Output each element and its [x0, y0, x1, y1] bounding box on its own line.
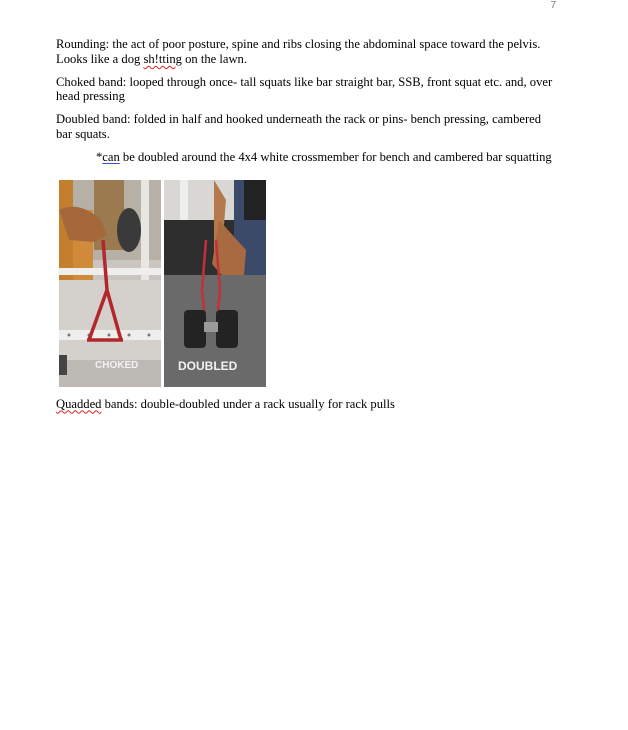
photo-doubled-band: [164, 180, 266, 387]
note-text: be doubled around the 4x4 white crossmember for bench and cambered bar squatting: [119, 149, 552, 164]
note-asterisk: *: [96, 149, 103, 164]
paragraph-choked-band: Choked band: looped through once- tall squats like bar straight bar, SSB, front squat etc. and, over head pressing: [56, 74, 553, 104]
rounding-text-start: Rounding: the act of poor posture, spine and ribs closing the abdominal space toward the pelvis. Looks like a dog: [56, 37, 541, 66]
grammar-flag-word[interactable]: can: [102, 149, 120, 164]
paragraph-quadded-bands: [56, 397, 556, 412]
rounding-text-end: on the lawn.: [181, 51, 247, 66]
document-body: [56, 37, 556, 419]
doubled-label: DOUBLED: [178, 358, 238, 373]
paragraph-note: [56, 150, 556, 165]
spelling-flag-word[interactable]: sh!tting: [143, 51, 182, 66]
quadded-text: bands: double-doubled under a rack usually for rack pulls: [101, 396, 395, 411]
band-photos-figure: [59, 180, 556, 387]
choked-label: CHOKED: [95, 359, 139, 371]
page-number: 7: [550, 0, 556, 11]
paragraph-rounding: [56, 37, 556, 67]
photo-choked-band: [59, 180, 161, 387]
spelling-flag-quadded[interactable]: Quadded: [56, 396, 102, 411]
paragraph-doubled-band: Doubled band: folded in half and hooked underneath the rack or pins- bench pressing, cambered bar squats.: [56, 112, 542, 141]
